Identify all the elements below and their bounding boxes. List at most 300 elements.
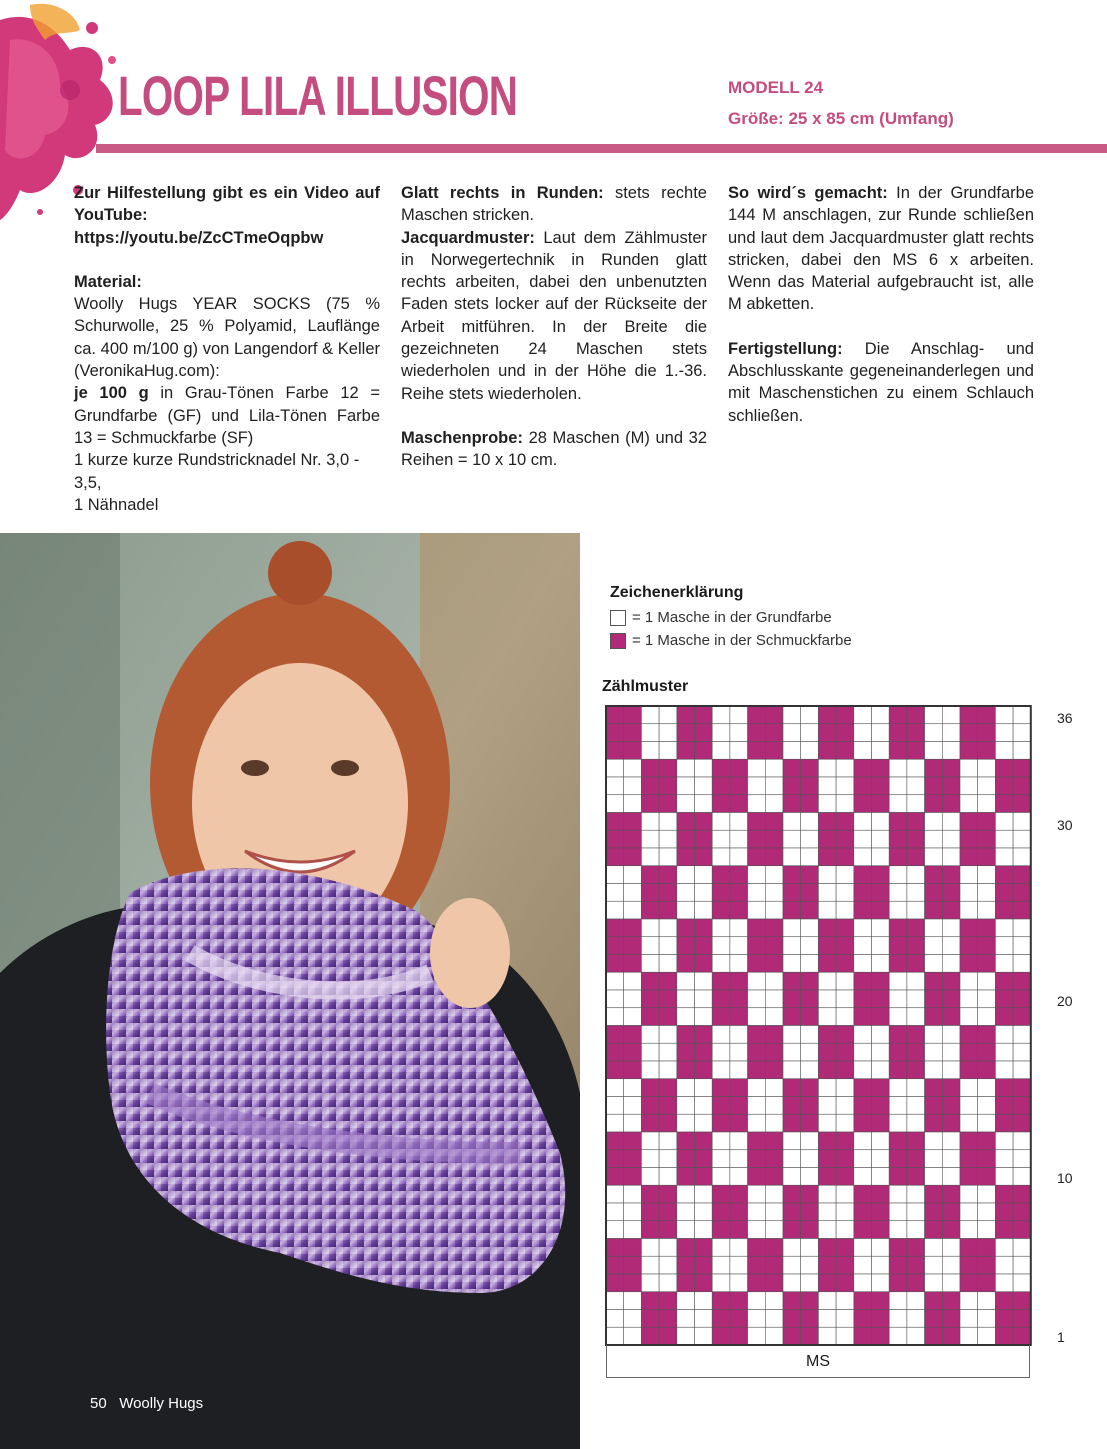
chart-cell [606, 1097, 624, 1115]
chart-cell [907, 848, 925, 866]
chart-cell [801, 830, 819, 848]
chart-cell [818, 990, 836, 1008]
chart-cell [907, 777, 925, 795]
knitting-chart [604, 704, 1034, 1349]
chart-cell [907, 1310, 925, 1328]
chart-cell [730, 1239, 748, 1257]
chart-cell [765, 777, 783, 795]
chart-cell [889, 795, 907, 813]
chart-cell [836, 1185, 854, 1203]
chart-cell [818, 777, 836, 795]
chart-cell [695, 884, 713, 902]
chart-cell [801, 955, 819, 973]
chart-cell [854, 1008, 872, 1026]
chart-cell [818, 1274, 836, 1292]
chart-cell [783, 813, 801, 831]
chart-cell [925, 1274, 943, 1292]
chart-cell [872, 1097, 890, 1115]
chart-cell [712, 1132, 730, 1150]
chart-cell [960, 1008, 978, 1026]
chart-cell [907, 972, 925, 990]
chart-cell [659, 1026, 677, 1044]
chart-cell [641, 724, 659, 742]
chart-cell [624, 759, 642, 777]
chart-cell [978, 1026, 996, 1044]
chart-cell [659, 1132, 677, 1150]
chart-cell [854, 777, 872, 795]
chart-cell [960, 813, 978, 831]
chart-cell [677, 901, 695, 919]
chart-cell [659, 884, 677, 902]
jacquard-heading: Jacquardmuster: [401, 228, 535, 247]
pattern-repeat-label: MS [606, 1345, 1030, 1378]
chart-cell [854, 1150, 872, 1168]
chart-cell [765, 1185, 783, 1203]
chart-cell [889, 759, 907, 777]
chart-cell [712, 1239, 730, 1257]
chart-cell [712, 884, 730, 902]
chart-cell [1013, 724, 1031, 742]
legend-title: Zeichenerklärung [610, 584, 744, 601]
chart-cell [765, 1274, 783, 1292]
chart-cell [641, 1150, 659, 1168]
chart-cell [695, 795, 713, 813]
chart-cell [960, 742, 978, 760]
chart-cell [836, 1203, 854, 1221]
legend-accent [610, 632, 852, 649]
chart-cell [872, 724, 890, 742]
chart-cell [695, 1256, 713, 1274]
chart-cell [1013, 866, 1031, 884]
chart-cell [818, 742, 836, 760]
chart-cell [748, 1327, 766, 1345]
chart-cell [925, 1150, 943, 1168]
chart-cell [730, 1132, 748, 1150]
chart-cell [606, 742, 624, 760]
chart-cell [925, 706, 943, 724]
chart-cell [978, 866, 996, 884]
chart-cell [942, 866, 960, 884]
chart-cell [836, 1239, 854, 1257]
chart-cell [818, 1203, 836, 1221]
howto-text: In der Grundfarbe 144 M anschlagen, zur Runde schließen und laut dem Jacquardmuster glatt rechts stricken, dabei den MS 6 x arbeiten. Wenn das Material aufgebraucht ist, alle M abketten. [728, 184, 1034, 314]
chart-cell [606, 1132, 624, 1150]
chart-cell [730, 1256, 748, 1274]
chart-cell [854, 972, 872, 990]
chart-cell [801, 777, 819, 795]
chart-cell [907, 1114, 925, 1132]
chart-cell [695, 830, 713, 848]
chart-cell [995, 1310, 1013, 1328]
chart-cell [624, 972, 642, 990]
chart-cell [854, 1061, 872, 1079]
chart-cell [925, 1079, 943, 1097]
chart-cell [677, 972, 695, 990]
chart-cell [872, 901, 890, 919]
chart-cell [801, 1221, 819, 1239]
chart-cell [872, 1203, 890, 1221]
chart-cell [995, 1079, 1013, 1097]
chart-cell [783, 919, 801, 937]
chart-cell [978, 1114, 996, 1132]
chart-cell [836, 1150, 854, 1168]
chart-cell [659, 919, 677, 937]
chart-cell [624, 901, 642, 919]
chart-cell [748, 1168, 766, 1186]
chart-cell [854, 1327, 872, 1345]
chart-cell [907, 901, 925, 919]
probe-heading: Maschenprobe: [401, 428, 523, 447]
chart-cell [730, 972, 748, 990]
chart-cell [978, 972, 996, 990]
chart-cell [783, 1132, 801, 1150]
chart-cell [854, 813, 872, 831]
chart-cell [695, 1061, 713, 1079]
chart-cell [730, 813, 748, 831]
chart-cell [641, 1114, 659, 1132]
chart-cell [872, 1061, 890, 1079]
chart-cell [641, 848, 659, 866]
chart-cell [907, 937, 925, 955]
chart-cell [659, 1239, 677, 1257]
chart-cell [606, 1043, 624, 1061]
chart-cell [783, 937, 801, 955]
chart-cell [942, 1256, 960, 1274]
chart-cell [854, 955, 872, 973]
chart-cell [624, 937, 642, 955]
chart-cell [659, 777, 677, 795]
chart-cell [889, 955, 907, 973]
chart-cell [748, 1256, 766, 1274]
chart-cell [978, 1150, 996, 1168]
chart-cell [659, 901, 677, 919]
jacquard-text: Laut dem Zählmuster in Norwegertechnik in Runden glatt rechts arbeiten, dabei den unbenutzten Faden stets locker auf der Rückseite der Arbeit mitführen. In der Breite die gezeichneten 24 Maschen stets wiederholen und in der Höhe die 1.-36. Reihe stets wiederholen. [401, 228, 707, 403]
chart-cell [677, 830, 695, 848]
chart-cell [695, 759, 713, 777]
chart-cell [1013, 972, 1031, 990]
chart-cell [872, 1239, 890, 1257]
chart-cell [1013, 1221, 1031, 1239]
chart-cell [801, 724, 819, 742]
chart-cell [624, 1008, 642, 1026]
chart-cell [995, 1026, 1013, 1044]
chart-cell [995, 866, 1013, 884]
chart-cell [942, 759, 960, 777]
chart-cell [730, 1079, 748, 1097]
chart-cell [978, 1203, 996, 1221]
chart-cell [783, 901, 801, 919]
chart-cell [712, 1274, 730, 1292]
chart-cell [765, 1097, 783, 1115]
chart-cell [659, 1274, 677, 1292]
chart-cell [695, 1026, 713, 1044]
chart-cell [748, 1132, 766, 1150]
chart-cell [695, 955, 713, 973]
chart-cell [695, 1274, 713, 1292]
chart-cell [872, 1327, 890, 1345]
chart-cell [677, 1292, 695, 1310]
chart-cell [942, 1327, 960, 1345]
chart-cell [801, 1292, 819, 1310]
chart-cell [677, 884, 695, 902]
chart-cell [801, 795, 819, 813]
chart-cell [942, 1061, 960, 1079]
chart-cell [765, 1026, 783, 1044]
chart-cell [854, 1132, 872, 1150]
chart-cell [695, 1150, 713, 1168]
chart-cell [995, 919, 1013, 937]
chart-cell [818, 901, 836, 919]
chart-cell [818, 1132, 836, 1150]
chart-cell [641, 1097, 659, 1115]
chart-cell [1013, 1310, 1031, 1328]
chart-cell [677, 990, 695, 1008]
chart-cell [854, 795, 872, 813]
chart-cell [783, 1168, 801, 1186]
chart-cell [1013, 1132, 1031, 1150]
chart-cell [907, 1327, 925, 1345]
chart-cell [748, 1310, 766, 1328]
chart-cell [907, 1026, 925, 1044]
chart-cell [748, 1292, 766, 1310]
chart-cell [606, 848, 624, 866]
chart-cell [960, 972, 978, 990]
chart-cell [783, 706, 801, 724]
chart-cell [712, 795, 730, 813]
chart-cell [712, 848, 730, 866]
chart-cell [960, 759, 978, 777]
chart-cell [783, 830, 801, 848]
chart-cell [872, 1168, 890, 1186]
probe-text: 28 Maschen (M) und 32 Reihen = 10 x 10 cm. [401, 428, 707, 470]
chart-cell [712, 1097, 730, 1115]
chart-cell [942, 1008, 960, 1026]
chart-cell [872, 990, 890, 1008]
chart-cell [1013, 1114, 1031, 1132]
chart-cell [695, 1185, 713, 1203]
chart-cell [712, 1185, 730, 1203]
chart-cell [748, 742, 766, 760]
chart-cell [925, 795, 943, 813]
chart-cell [801, 1239, 819, 1257]
chart-cell [889, 990, 907, 1008]
chart-cell [1013, 901, 1031, 919]
chart-cell [942, 919, 960, 937]
chart-cell [712, 955, 730, 973]
chart-cell [836, 724, 854, 742]
chart-cell [907, 1061, 925, 1079]
chart-cell [677, 1132, 695, 1150]
chart-cell [960, 795, 978, 813]
chart-cell [606, 884, 624, 902]
video-link[interactable]: https://youtu.be/ZcCTmeOqpbw [74, 228, 324, 247]
chart-cell [836, 759, 854, 777]
chart-cell [889, 1132, 907, 1150]
chart-cell [712, 777, 730, 795]
header-rule [96, 144, 1107, 153]
chart-cell [925, 937, 943, 955]
chart-cell [889, 777, 907, 795]
chart-cell [659, 1185, 677, 1203]
chart-cell [960, 919, 978, 937]
chart-cell [872, 706, 890, 724]
chart-cell [978, 919, 996, 937]
chart-cell [978, 990, 996, 1008]
chart-cell [801, 1168, 819, 1186]
chart-cell [978, 1079, 996, 1097]
chart-cell [783, 1221, 801, 1239]
chart-cell [677, 724, 695, 742]
chart-cell [818, 1026, 836, 1044]
chart-cell [801, 1150, 819, 1168]
chart-cell [889, 830, 907, 848]
chart-cell [818, 848, 836, 866]
chart-cell [836, 1008, 854, 1026]
chart-cell [925, 1327, 943, 1345]
chart-cell [836, 990, 854, 1008]
chart-cell [765, 1008, 783, 1026]
chart-cell [783, 759, 801, 777]
chart-cell [712, 1256, 730, 1274]
chart-cell [889, 901, 907, 919]
chart-cell [818, 884, 836, 902]
chart-cell [995, 706, 1013, 724]
chart-cell [801, 990, 819, 1008]
chart-cell [712, 990, 730, 1008]
chart-cell [960, 1097, 978, 1115]
chart-cell [960, 1203, 978, 1221]
chart-cell [624, 1061, 642, 1079]
chart-cell [907, 795, 925, 813]
chart-cell [889, 1043, 907, 1061]
chart-cell [783, 972, 801, 990]
chart-cell [730, 866, 748, 884]
chart-cell [836, 901, 854, 919]
chart-cell [889, 813, 907, 831]
chart-cell [960, 1114, 978, 1132]
chart-cell [836, 848, 854, 866]
chart-cell [995, 1256, 1013, 1274]
chart-cell [942, 1239, 960, 1257]
chart-cell [730, 1292, 748, 1310]
chart-cell [854, 1292, 872, 1310]
chart-cell [995, 1097, 1013, 1115]
chart-cell [624, 1097, 642, 1115]
chart-cell [695, 724, 713, 742]
chart-cell [659, 1043, 677, 1061]
chart-cell [783, 1150, 801, 1168]
chart-cell [695, 1097, 713, 1115]
chart-cell [872, 1008, 890, 1026]
chart-cell [854, 1203, 872, 1221]
chart-cell [765, 724, 783, 742]
chart-cell [748, 1097, 766, 1115]
chart-cell [748, 848, 766, 866]
chart-cell [783, 724, 801, 742]
chart-cell [712, 742, 730, 760]
chart-cell [641, 1185, 659, 1203]
chart-cell [748, 1203, 766, 1221]
model-number: MODELL 24 [728, 78, 824, 97]
chart-cell [872, 1185, 890, 1203]
chart-cell [818, 866, 836, 884]
chart-cell [765, 1203, 783, 1221]
chart-cell [854, 1221, 872, 1239]
chart-cell [889, 1079, 907, 1097]
chart-cell [854, 1168, 872, 1186]
chart-cell [960, 901, 978, 919]
chart-cell [942, 724, 960, 742]
chart-cell [606, 1079, 624, 1097]
chart-cell [695, 1221, 713, 1239]
chart-cell [942, 1097, 960, 1115]
row-label-30: 30 [1057, 817, 1073, 833]
chart-cell [801, 742, 819, 760]
chart-cell [606, 795, 624, 813]
chart-cell [907, 759, 925, 777]
chart-cell [712, 1203, 730, 1221]
chart-cell [942, 1274, 960, 1292]
chart-cell [978, 1221, 996, 1239]
chart-cell [818, 1168, 836, 1186]
chart-cell [748, 884, 766, 902]
chart-cell [836, 1043, 854, 1061]
chart-cell [995, 1043, 1013, 1061]
chart-cell [872, 972, 890, 990]
chart-cell [606, 724, 624, 742]
chart-cell [978, 830, 996, 848]
chart-cell [695, 1310, 713, 1328]
chart-cell [606, 955, 624, 973]
chart-cell [960, 1150, 978, 1168]
chart-cell [624, 1327, 642, 1345]
chart-cell [801, 866, 819, 884]
chart-cell [659, 1327, 677, 1345]
chart-cell [624, 1043, 642, 1061]
chart-cell [730, 1150, 748, 1168]
chart-cell [677, 1008, 695, 1026]
chart-cell [995, 830, 1013, 848]
chart-cell [624, 813, 642, 831]
chart-cell [677, 1327, 695, 1345]
chart-cell [801, 759, 819, 777]
chart-cell [907, 1150, 925, 1168]
chart-cell [659, 1221, 677, 1239]
chart-cell [995, 848, 1013, 866]
chart-cell [872, 866, 890, 884]
chart-cell [695, 1168, 713, 1186]
chart-cell [854, 759, 872, 777]
chart-cell [925, 901, 943, 919]
chart-cell [978, 1008, 996, 1026]
chart-cell [748, 955, 766, 973]
chart-cell [872, 884, 890, 902]
chart-cell [712, 1043, 730, 1061]
chart-cell [748, 706, 766, 724]
chart-cell [872, 1114, 890, 1132]
chart-cell [960, 990, 978, 1008]
chart-cell [854, 937, 872, 955]
chart-cell [872, 848, 890, 866]
chart-cell [783, 848, 801, 866]
chart-cell [995, 1274, 1013, 1292]
chart-cell [1013, 1097, 1031, 1115]
chart-cell [606, 1150, 624, 1168]
chart-cell [765, 1310, 783, 1328]
chart-cell [818, 1239, 836, 1257]
chart-cell [783, 1239, 801, 1257]
chart-cell [854, 1097, 872, 1115]
